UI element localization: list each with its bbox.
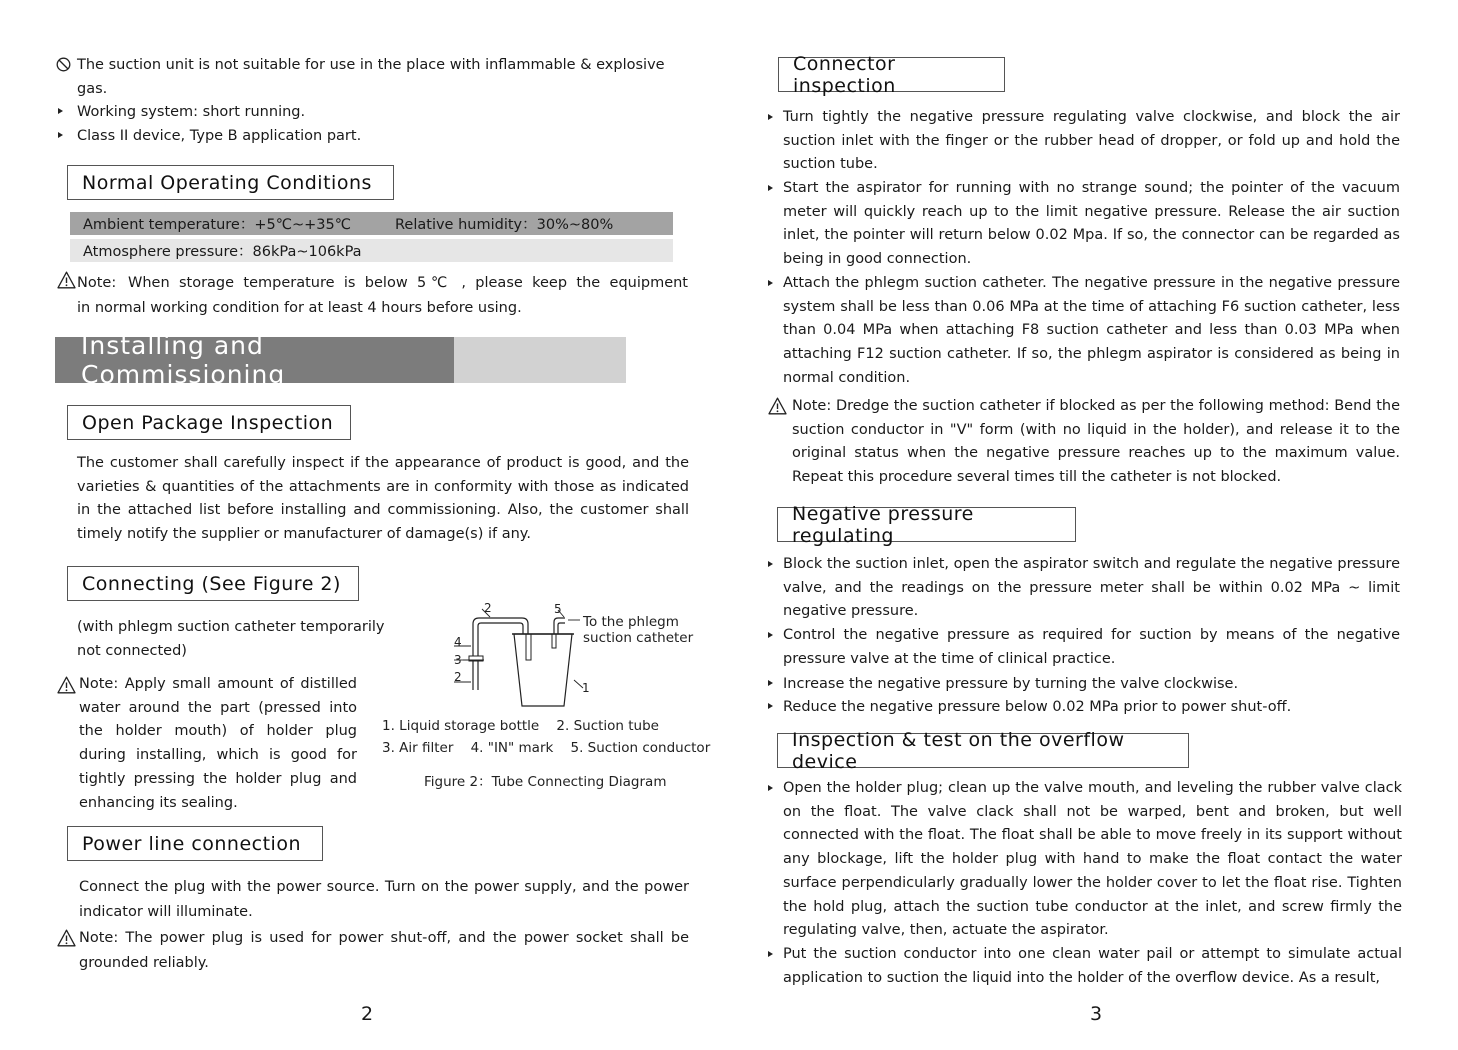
- figure-callout-line2: suction catheter: [583, 630, 694, 646]
- storage-note-line1: When storage temperature is below 5℃ , please keep the equipment: [128, 275, 688, 291]
- figure-legend-line2: 3. Air filter 4. "IN" mark 5. Suction conductor: [382, 740, 711, 756]
- figure-num-3: 3: [454, 653, 462, 667]
- connector-bullet-3: Attach the phlegm suction catheter. The negative pressure in the negative pressure system shall be less than 0.06 MPa at the time of attaching F6 suction catheter, less than 0.04 MPa when attaching F8 suction catheter and less than 0.03 MPa when attaching F12 suction catheter. If so, the phlegm aspirator is considered as being in normal condition.: [783, 275, 1400, 386]
- figure-num-5: 5: [554, 602, 562, 616]
- power-text: Connect the plug with the power source. Turn on the power supply, and the power indicator will illuminate.: [79, 879, 689, 920]
- storage-note-line2: in normal working condition for at least 4 hours before using.: [77, 300, 522, 316]
- overflow-bullet-1: Open the holder plug; clean up the valve mouth, and leveling the rubber valve clack on the float. The valve clack shall not be warped, bent and broken, but well connected with the float. The float shall be able to move freely in its support without any blockage, lift the holder plug with hand to make the float contact the water surface perpendicularly gradually lower the holder cover to let the float rise. Tighten the hold plug, attach the suction tube conductor at the inlet, and screw firmly the regulating valve, then, actuate the aspirator.: [783, 780, 1402, 939]
- warning-inflammable-line2: gas.: [77, 81, 108, 97]
- overflow-heading: Inspection & test on the overflow device: [777, 733, 1189, 768]
- warning-icon: [57, 271, 76, 289]
- overflow-bullet-2: Put the suction conductor into one clean water pail or attempt to simulate actual application to suction the liquid into the holder of the overflow device. As a result,: [783, 946, 1402, 986]
- warning-icon: [57, 676, 76, 694]
- relative-humidity: Relative humidity：30%~80%: [395, 217, 614, 233]
- tube-connecting-diagram: [440, 598, 590, 713]
- bullet-marker: [58, 132, 63, 138]
- page-number: 3: [1090, 1003, 1103, 1025]
- right-page: [729, 0, 1458, 1050]
- connecting-sub-line1: (with phlegm suction catheter temporarily: [77, 619, 385, 635]
- warning-icon: [768, 397, 787, 415]
- storage-note-label: Note:: [77, 275, 117, 291]
- power-heading: Power line connection: [67, 826, 323, 861]
- connector-bullet-2: Start the aspirator for running with no strange sound; the pointer of the vacuum meter will quickly reach up to the limit negative pressure. Release the air suction inlet, the pointer will return below 0.02 Mpa. If so, the connector can be regarded as being in good connection.: [783, 180, 1400, 268]
- conditions-row-2: [70, 239, 673, 262]
- connecting-note: Note: Apply small amount of distilled water around the part (pressed into the holder mouth) of holder plug during installing, which is good for tightly pressing the holder plug and enhancing its sealing.: [79, 676, 357, 811]
- prohibited-icon: [56, 57, 71, 72]
- figure-callout-line1: To the phlegm: [583, 614, 679, 630]
- connector-heading: Connector inspection: [778, 57, 1005, 92]
- figure-num-1: 1: [582, 681, 590, 695]
- figure-num-2b: 2: [454, 670, 462, 684]
- working-system-text: Working system: short running.: [77, 104, 306, 120]
- bullet-marker: [768, 280, 773, 286]
- connector-bullet-1: Turn tightly the negative pressure regulating valve clockwise, and block the air suction inlet with the finger or the rubber head of dropper, or fold up and hold the suction tube.: [783, 109, 1400, 173]
- section-title: Installing and Commissioning: [55, 337, 454, 383]
- power-note: Note: The power plug is used for power shut-off, and the power socket shall be grounded reliably.: [79, 930, 689, 971]
- open-package-text: The customer shall carefully inspect if the appearance of product is good, and the varieties & quantities of the attachments are in conformity with those as indicated in the attached list before installing and commissioning. Also, the customer shall timely notify the supplier or manufacturer of damage(s) if any.: [77, 455, 689, 543]
- bullet-marker: [768, 680, 773, 686]
- conditions-row-1: [70, 212, 673, 235]
- negative-bullet-2: Control the negative pressure as required for suction by means of the negative pressure valve at the time of clinical practice.: [783, 627, 1400, 667]
- bullet-marker: [768, 114, 773, 120]
- negative-bullet-4: Reduce the negative pressure below 0.02 MPa prior to power shut-off.: [783, 699, 1292, 715]
- normal-conditions-heading: Normal Operating Conditions: [67, 165, 394, 200]
- warning-inflammable-line1: The suction unit is not suitable for use in the place with inflammable & explosive: [77, 57, 665, 73]
- open-package-heading: Open Package Inspection: [67, 405, 351, 440]
- negative-bullet-3: Increase the negative pressure by turning the valve clockwise.: [783, 676, 1239, 692]
- section-banner: [55, 331, 626, 389]
- figure-caption: Figure 2：Tube Connecting Diagram: [424, 774, 667, 790]
- bullet-marker: [58, 108, 63, 114]
- atmosphere-pressure: Atmosphere pressure：86kPa~106kPa: [83, 244, 362, 260]
- figure-num-2: 2: [484, 601, 492, 615]
- bullet-marker: [768, 561, 773, 567]
- bullet-marker: [768, 185, 773, 191]
- connecting-heading: Connecting (See Figure 2): [67, 566, 359, 601]
- figure-num-4: 4: [454, 635, 462, 649]
- bullet-marker: [768, 703, 773, 709]
- bullet-marker: [768, 785, 773, 791]
- bullet-marker: [768, 951, 773, 957]
- warning-icon: [57, 929, 76, 947]
- page-number: 2: [361, 1003, 374, 1025]
- negative-pressure-heading: Negative pressure regulating: [777, 507, 1076, 542]
- connecting-sub-line2: not connected): [77, 643, 187, 659]
- bullet-marker: [768, 632, 773, 638]
- ambient-temperature: Ambient temperature：+5℃~+35℃: [83, 217, 352, 233]
- figure-legend-line1: 1. Liquid storage bottle 2. Suction tube: [382, 718, 659, 734]
- connector-note: Note: Dredge the suction catheter if blocked as per the following method: Bend the suction conductor in "V" form (with no liquid in the holder), and release it to the original status when the negative pressure reaches up to the maximum value. Repeat this procedure several times till the catheter is not blocked.: [792, 398, 1400, 486]
- negative-bullet-1: Block the suction inlet, open the aspirator switch and regulate the negative pressure valve, and the readings on the pressure meter shall be within 0.02 MPa ~ limit negative pressure.: [783, 556, 1400, 620]
- device-class-text: Class II device, Type B application part.: [77, 128, 362, 144]
